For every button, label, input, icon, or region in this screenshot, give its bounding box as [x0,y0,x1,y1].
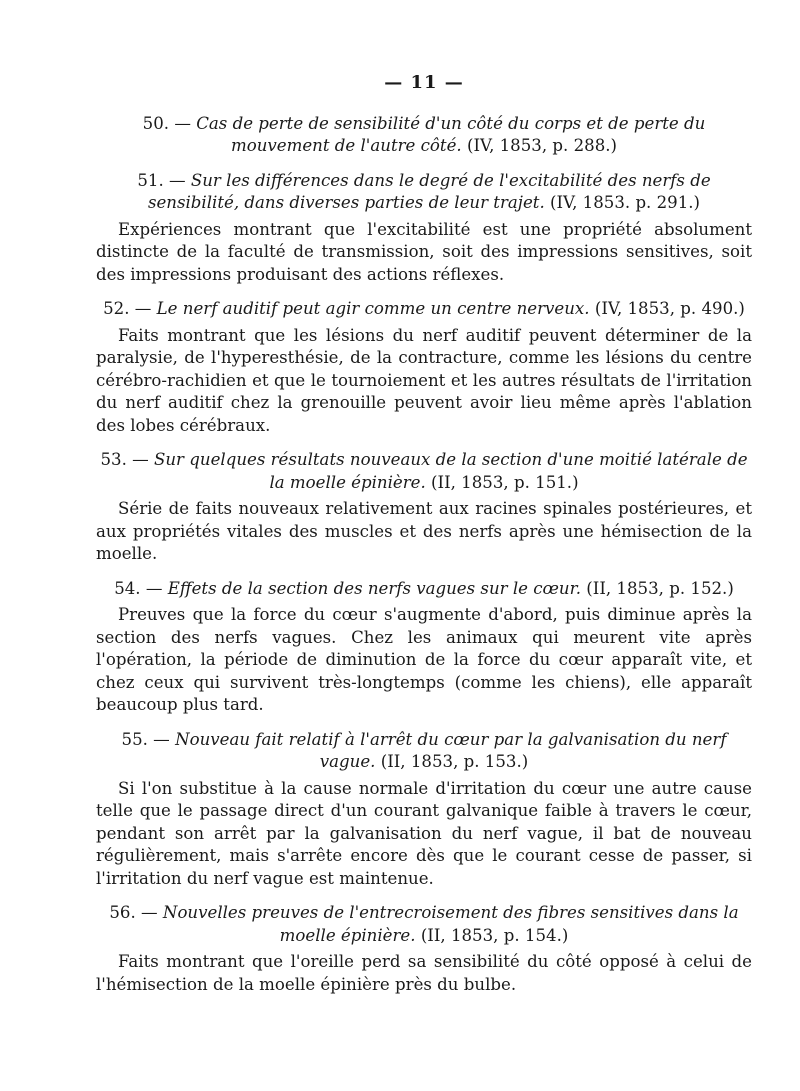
entry-title: Sur les différences dans le degré de l'excitabilité des nerfs de sensibilité, dans diverses parties de leur trajet. [147,170,711,212]
entry-title: Sur quelques résultats nouveaux de la section d'une moitié latérale de la moelle épinière. [154,450,748,492]
entry-title: Cas de perte de sensibilité d'un côté du corps et de perte du mouvement de l'autre côté. [196,113,706,155]
entry-reference: (II, 1853, p. 154.) [420,925,569,945]
entry-51 [96,170,752,287]
entry-54 [96,578,752,717]
entry-heading: 54. — Effets de la section des nerfs vagues sur le cœur. (II, 1853, p. 152.) [114,578,734,598]
entry-55 [96,729,752,891]
entry-56 [96,902,752,996]
entry-heading: 55. — Nouveau fait relatif à l'arrêt du cœur par la galvanisation du nerf vague. (II, 1853, p. 153.) [121,729,727,771]
entry-53 [96,449,752,566]
entry-number: 53. [100,450,127,469]
entry-title: Effets de la section des nerfs vagues sur le cœur. [167,578,582,598]
page-number: — 11 — [384,72,464,93]
entry-title: Le nerf auditif peut agir comme un centre nerveux. [156,299,590,318]
entry-number: 55. [121,729,148,749]
entry-number: 54. [114,578,141,598]
entry-heading: 50. — Cas de perte de sensibilité d'un côté du corps et de perte du mouvement de l'autre côté. (IV, 1853, p. 288.) [142,113,706,155]
entry-body: Faits montrant que l'oreille perd sa sensibilité du côté opposé à celui de l'hémisection de la moelle épinière près du bulbe. [96,952,752,994]
entry-reference: (IV, 1853. p. 291.) [550,193,701,212]
entry-50 [96,113,752,158]
entry-number: 50. [142,113,170,133]
entry-number: 51. [137,170,164,190]
entry-heading: 56. — Nouvelles preuves de l'entrecroisement des fibres sensitives dans la moelle épinière. (II, 1853, p. 154.) [109,903,739,945]
entry-heading: 53. — Sur quelques résultats nouveaux de la section d'une moitié latérale de la moelle épinière. (II, 1853, p. 151.) [100,450,748,492]
entry-number: 56. [109,903,136,922]
entry-body: Preuves que la force du cœur s'augmente d'abord, puis diminue après la section des nerfs vagues. Chez les animaux qui meurent vite après l'opération, la période de diminution de la force du cœur apparaît vite, et chez ceux qui survivent très-longtemps (comme les chiens), elle apparaît beaucoup plus tard. [96,605,752,714]
entry-heading: 52. — Le nerf auditif peut agir comme un centre nerveux. (IV, 1853, p. 490.) [103,299,745,318]
entry-reference: (IV, 1853, p. 288.) [466,136,618,155]
entry-reference: (II, 1853, p. 153.) [380,752,529,771]
entry-body: Expériences montrant que l'excitabilité est une propriété absolument distincte de la faculté de transmission, soit des impressions sensitives, soit des impressions produisant des actions réflexes. [96,219,752,284]
entry-title: Nouveau fait relatif à l'arrêt du cœur par la galvanisation du nerf vague. [175,729,727,771]
entry-number: 52. [103,299,130,318]
entry-52 [96,298,752,437]
entry-body: Faits montrant que les lésions du nerf auditif peuvent déterminer de la paralysie, de l'hyperesthésie, de la contracture, comme les lésions du centre cérébro-rachidien et que le tournoiement et les autres résultats de l'irritation du nerf auditif chez la grenouille peuvent avoir lieu même après l'ablation des lobes cérébraux. [96,325,752,435]
entry-heading: 51. — Sur les différences dans le degré de l'excitabilité des nerfs de sensibilité, dans diverses parties de leur trajet. (IV, 1853. p. 291.) [137,170,711,212]
entry-title: Nouvelles preuves de l'entrecroisement des fibres sensitives dans la moelle épinière. [162,903,739,945]
entry-body: Si l'on substitue à la cause normale d'irritation du cœur une autre cause telle que le passage direct d'un courant galvanique faible à travers le cœur, pendant son arrêt par la galvanisation du nerf vague, il bat de nouveau régulièrement, mais s'arrête encore dès que le courant cesse de passer, si l'irritation du nerf vague est maintenue. [96,778,752,888]
entry-reference: (IV, 1853, p. 490.) [594,299,745,318]
entry-reference: (II, 1853, p. 151.) [431,472,579,492]
entry-body: Série de faits nouveaux relativement aux racines spinales postérieures, et aux propriétés vitales des muscles et des nerfs après une hémisection de la moelle. [96,499,752,563]
entry-reference: (II, 1853, p. 152.) [586,578,734,598]
document-page [96,72,752,1008]
